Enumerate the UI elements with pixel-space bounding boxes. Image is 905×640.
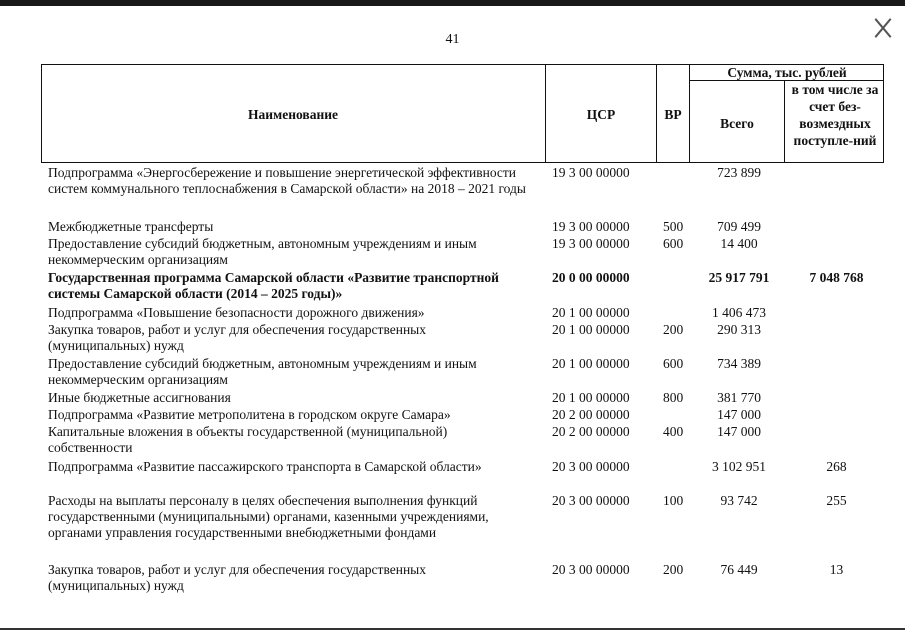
row-total: 3 102 951 — [712, 459, 766, 474]
row-vr: 600 — [663, 356, 684, 371]
header-csr: ЦСР — [586, 107, 616, 122]
row-csr: 20 3 00 00000 — [552, 493, 630, 508]
row-csr: 20 2 00 00000 — [552, 407, 630, 422]
row-grant: 7 048 768 — [809, 270, 864, 285]
top-border — [0, 0, 905, 6]
row-name: Подпрограмма «Энергосбережение и повышение энергетической эффективности систем коммунального теплоснабжения в Самарской области» на 2018 – 2021 годы — [48, 165, 526, 196]
row-name: Предоставление субсидий бюджетным, автономным учреждениям и иным некоммерческим организациям — [48, 236, 477, 267]
budget-table — [41, 64, 884, 624]
row-name: Закупка товаров, работ и услуг для обеспечения государственных (муниципальных) нужд — [48, 562, 427, 593]
row-csr: 20 3 00 00000 — [552, 562, 630, 577]
row-csr: 19 3 00 00000 — [552, 219, 630, 234]
row-grant: 268 — [826, 459, 847, 474]
row-csr: 20 1 00 00000 — [552, 356, 630, 371]
row-vr: 200 — [663, 322, 684, 337]
row-total: 734 389 — [717, 356, 761, 371]
bottom-border — [0, 628, 905, 630]
row-vr: 200 — [663, 562, 684, 577]
row-name: Расходы на выплаты персоналу в целях обеспечения выполнения функций государственными (муниципальными) органами, казенными учреждениями, органами управления государственными внебюджетными фондами — [48, 493, 489, 540]
header-name: Наименование — [248, 107, 338, 122]
row-total: 93 742 — [720, 493, 758, 508]
row-name: Подпрограмма «Развитие пассажирского транспорта в Самарской области» — [48, 459, 482, 474]
header-grant: в том числе за счет без-возмездных поступле-ний — [791, 82, 879, 148]
row-csr: 20 0 00 00000 — [552, 270, 630, 285]
row-csr: 19 3 00 00000 — [552, 165, 630, 180]
header-vr: ВР — [664, 107, 682, 122]
row-vr: 500 — [663, 219, 684, 234]
row-vr: 100 — [663, 493, 684, 508]
row-total: 709 499 — [717, 219, 761, 234]
row-name: Предоставление субсидий бюджетным, автономным учреждениям и иным некоммерческим организациям — [48, 356, 477, 387]
header-total: Всего — [720, 116, 754, 131]
page-number: 41 — [445, 32, 460, 47]
row-name: Капитальные вложения в объекты государственной (муниципальной) собственности — [48, 424, 448, 455]
row-total: 147 000 — [717, 407, 761, 422]
row-csr: 20 1 00 00000 — [552, 305, 630, 320]
row-total: 25 917 791 — [708, 270, 770, 285]
row-total: 290 313 — [717, 322, 761, 337]
col-divider-total — [784, 80, 785, 162]
row-name: Подпрограмма «Повышение безопасности дорожного движения» — [48, 305, 425, 320]
row-name: Межбюджетные трансферты — [48, 219, 214, 234]
row-total: 723 899 — [717, 165, 761, 180]
header-bottom-line — [41, 162, 884, 163]
row-total: 381 770 — [717, 390, 761, 405]
row-vr: 400 — [663, 424, 684, 439]
row-total: 14 400 — [720, 236, 758, 251]
row-csr: 20 1 00 00000 — [552, 390, 630, 405]
row-total: 76 449 — [720, 562, 758, 577]
row-grant: 13 — [829, 562, 844, 577]
row-name: Подпрограмма «Развитие метрополитена в городском округе Самара» — [48, 407, 451, 422]
row-csr: 20 3 00 00000 — [552, 459, 630, 474]
header-sum: Сумма, тыс. рублей — [727, 65, 847, 80]
row-name: Иные бюджетные ассигнования — [48, 390, 231, 405]
row-vr: 800 — [663, 390, 684, 405]
row-csr: 20 1 00 00000 — [552, 322, 630, 337]
row-vr: 600 — [663, 236, 684, 251]
row-csr: 19 3 00 00000 — [552, 236, 630, 251]
row-total: 147 000 — [717, 424, 761, 439]
row-grant: 255 — [826, 493, 847, 508]
row-total: 1 406 473 — [712, 305, 766, 320]
row-name: Закупка товаров, работ и услуг для обеспечения государственных (муниципальных) нужд — [48, 322, 427, 353]
row-name: Государственная программа Самарской области «Развитие транспортной системы Самарской области (2014 – 2025 годы)» — [48, 270, 499, 301]
row-csr: 20 2 00 00000 — [552, 424, 630, 439]
